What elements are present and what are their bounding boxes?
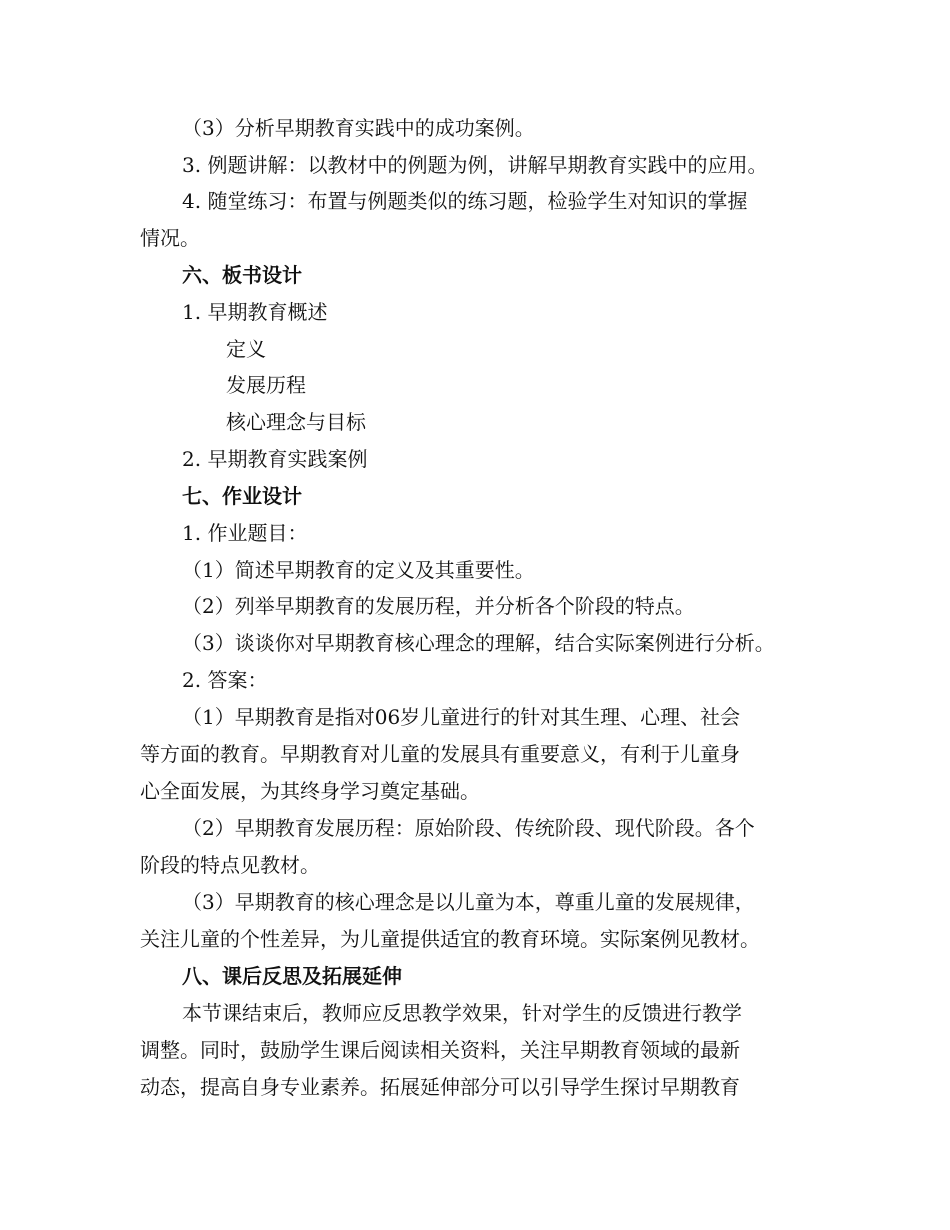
sub-item: 核心理念与目标 <box>226 410 366 434</box>
section-heading: 七、作业设计 <box>182 484 302 508</box>
paragraph-line: 阶段的特点见教材。 <box>140 853 320 877</box>
paragraph-line: （2）早期教育发展历程：原始阶段、传统阶段、现代阶段。各个 <box>182 816 755 840</box>
paragraph-line: 心全面发展，为其终身学习奠定基础。 <box>140 779 480 803</box>
paragraph-line: 本节课结束后，教师应反思教学效果，针对学生的反馈进行教学 <box>182 1001 742 1025</box>
paragraph-line: 情况。 <box>140 226 200 250</box>
section-heading: 六、板书设计 <box>182 263 302 287</box>
paragraph-line: （1）早期教育是指对06岁儿童进行的针对其生理、心理、社会 <box>182 705 741 729</box>
paragraph-line: 调整。同时，鼓励学生课后阅读相关资料，关注早期教育领域的最新 <box>140 1038 740 1062</box>
list-item: （1）简述早期教育的定义及其重要性。 <box>182 558 535 582</box>
list-item: 2. 答案： <box>182 668 268 692</box>
list-item: 2. 早期教育实践案例 <box>182 447 368 471</box>
list-item: （3）分析早期教育实践中的成功案例。 <box>182 116 535 140</box>
paragraph-line: （3）早期教育的核心理念是以儿童为本，尊重儿童的发展规律， <box>182 890 755 914</box>
list-item: 1. 早期教育概述 <box>182 300 328 324</box>
sub-item: 定义 <box>226 337 266 361</box>
list-item: 4. 随堂练习：布置与例题类似的练习题，检验学生对知识的掌握 <box>182 189 748 213</box>
section-heading: 八、课后反思及拓展延伸 <box>182 964 402 988</box>
list-item: （3）谈谈你对早期教育核心理念的理解，结合实际案例进行分析。 <box>182 631 775 655</box>
list-item: 1. 作业题目： <box>182 521 308 545</box>
sub-item: 发展历程 <box>226 373 306 397</box>
list-item: （2）列举早期教育的发展历程，并分析各个阶段的特点。 <box>182 594 695 618</box>
list-item: 3. 例题讲解：以教材中的例题为例，讲解早期教育实践中的应用。 <box>182 153 768 177</box>
paragraph-line: 等方面的教育。早期教育对儿童的发展具有重要意义，有利于儿童身 <box>140 742 740 766</box>
paragraph-line: 动态，提高自身专业素养。拓展延伸部分可以引导学生探讨早期教育 <box>140 1075 740 1099</box>
paragraph-line: 关注儿童的个性差异，为儿童提供适宜的教育环境。实际案例见教材。 <box>140 927 760 951</box>
